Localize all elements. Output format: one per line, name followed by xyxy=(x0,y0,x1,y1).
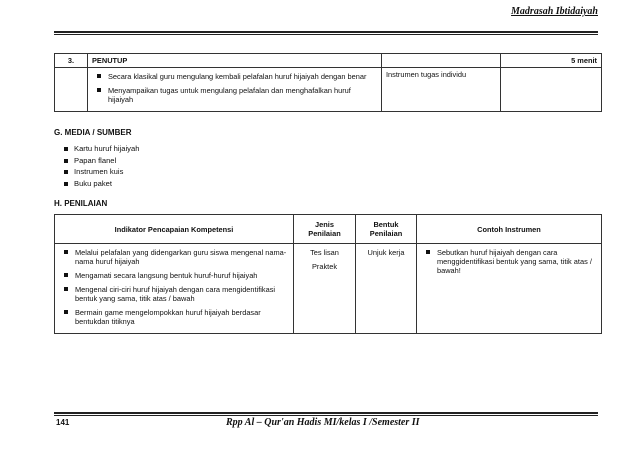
empty-cell xyxy=(501,68,602,112)
type-item: Tes lisan xyxy=(310,248,339,257)
closing-activities xyxy=(88,68,382,112)
closing-bullet: Secara klasikal guru mengulang kembali pelafalan huruf hijaiyah dengan benar xyxy=(108,72,377,81)
type-cell xyxy=(294,244,356,334)
media-item: Instrumen kuis xyxy=(62,166,139,178)
step-time: 5 menit xyxy=(501,54,602,68)
example-item: Sebutkan huruf hijaiyah dengan cara menggidentifikasi bentuk yang sama, titik atas / bawah! xyxy=(437,248,597,275)
empty-cell xyxy=(55,68,88,112)
indicator-item: Mengenal ciri-ciri huruf hijaiyah dengan cara mengidentifikasi bentuk yang sama, titik atas / bawah xyxy=(75,285,289,303)
indicator-cell xyxy=(55,244,294,334)
media-list xyxy=(62,143,139,189)
indicator-item: Melalui pelafalan yang didengarkan guru siswa mengenal nama-nama huruf hijaiyah xyxy=(75,248,289,266)
footer-rule xyxy=(54,412,598,414)
media-item: Kartu huruf hijaiyah xyxy=(62,143,139,155)
col-header-form: Bentuk Penilaian xyxy=(356,215,417,244)
closing-bullet: Menyampaikan tugas untuk mengulang pelafalan dan menghafalkan huruf hijaiyah xyxy=(108,86,377,104)
col-header-example: Contoh Instrumen xyxy=(417,215,602,244)
example-cell xyxy=(417,244,602,334)
media-item: Papan flanel xyxy=(62,155,139,167)
header-rule xyxy=(54,31,598,33)
closing-instrument: Instrumen tugas individu xyxy=(382,68,501,112)
col-header-type: Jenis Penilaian xyxy=(294,215,356,244)
step-label: PENUTUP xyxy=(88,54,382,68)
header-rule-thin xyxy=(54,34,598,35)
step-number: 3. xyxy=(55,54,88,68)
closing-activity-table xyxy=(54,53,602,112)
page-number: 141 xyxy=(56,418,70,427)
indicator-item: Mengamati secara langsung bentuk huruf-huruf hijaiyah xyxy=(75,271,289,280)
step-instrument-header xyxy=(382,54,501,68)
form-cell xyxy=(356,244,417,334)
col-header-indicator: Indikator Pencapaian Kompetensi xyxy=(55,215,294,244)
assessment-section-title: H. PENILAIAN xyxy=(54,199,108,208)
footer-title: Rpp Al – Qur'an Hadis MI/kelas I /Semester II xyxy=(226,417,420,428)
assessment-table xyxy=(54,214,602,334)
footer-rule-thin xyxy=(54,415,598,416)
indicator-item: Bermain game mengelompokkan huruf hijaiyah berdasar bentukdan titiknya xyxy=(75,308,289,326)
media-section-title: G. MEDIA / SUMBER xyxy=(54,128,132,137)
media-item: Buku paket xyxy=(62,178,139,190)
form-value: Unjuk kerja xyxy=(367,248,405,257)
type-item: Praktek xyxy=(311,262,338,271)
header-title: Madrasah Ibtidaiyah xyxy=(511,6,598,17)
